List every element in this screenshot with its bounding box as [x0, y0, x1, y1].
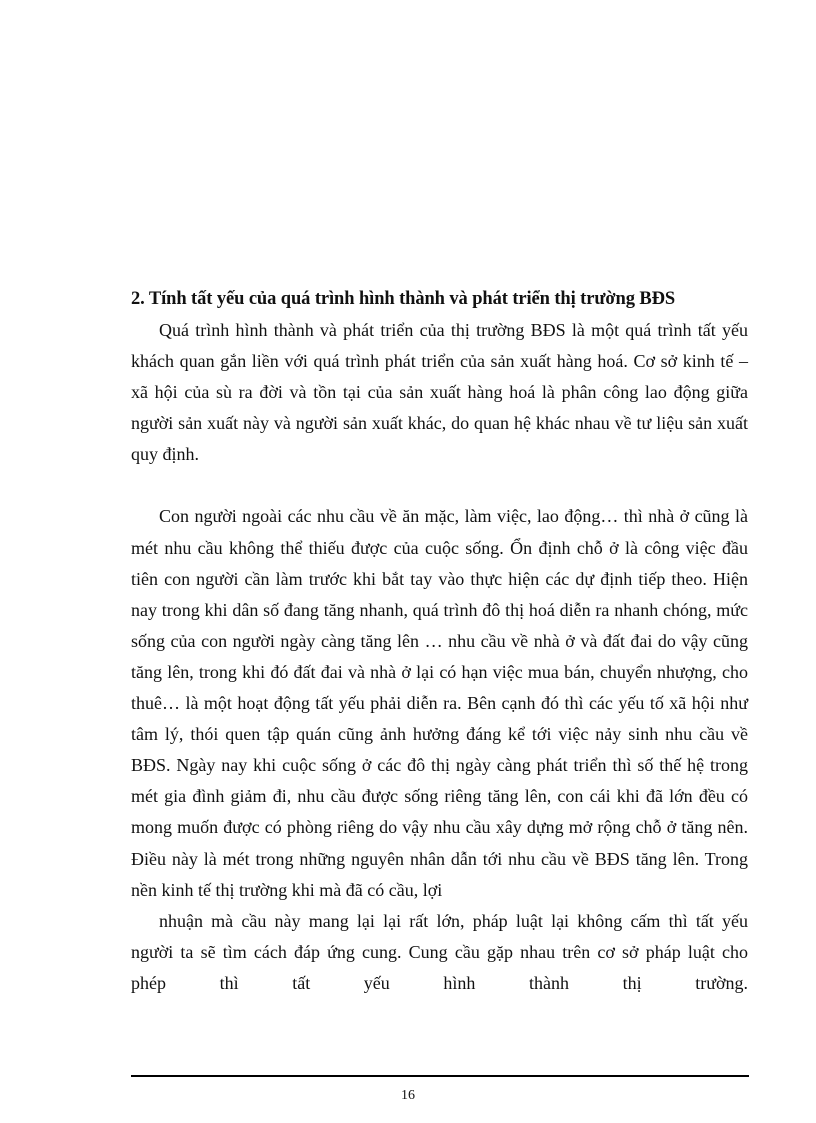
continuation-line-2: người ta sẽ tìm cách đáp ứng cung. Cung cầu gặp nhau trên cơ sở pháp luật cho	[131, 941, 748, 962]
paragraph-1: Quá trình hình thành và phát triển của thị trường BĐS là một quá trình tất yếu khách quan gắn liền với quá trình phát triển của sản xuất hàng hoá. Cơ sở kinh tế – xã hội của sù ra đời và tồn tại của sản xuất hàng hoá là phân công lao động giữa người sản xuất này và người sản xuất khác, do quan hệ khác nhau về tư liệu sản xuất quy định.	[131, 320, 748, 465]
paragraph-spacer	[131, 470, 748, 501]
continuation-line-3: phép thì tất yếu hình thành thị trường.	[131, 972, 748, 993]
continuation-line-1: nhuận mà cầu này mang lại lại rất lớn, pháp luật lại không cấm thì tất yếu	[159, 910, 748, 931]
page-number: 16	[401, 1088, 415, 1103]
paragraph-2: Con người ngoài các nhu cầu về ăn mặc, làm việc, lao động… thì nhà ở cũng là mét nhu cầu không thể thiếu được của cuộc sống. Ổn định chỗ ở là công việc đầu tiên con người cần làm trước khi bắt tay vào thực hiện các dự định tiếp theo. Hiện nay trong khi dân số đang tăng nhanh, quá trình đô thị hoá diễn ra nhanh chóng, mức sống của con người ngày càng tăng lên … nhu cầu về nhà ở và đất đai do vậy cũng tăng lên, trong khi đó đất đai và nhà ở lại có hạn việc mua bán, chuyển nhượng, cho thuê… là một hoạt động tất yếu phải diễn ra. Bên cạnh đó thì các yếu tố xã hội như tâm lý, thói quen tập quán cũng ảnh hưởng đáng kể tới việc nảy sinh nhu cầu về BĐS. Ngày nay khi cuộc sống ở các đô thị ngày càng phát triển thì số thế hệ trong mét gia đình giảm đi, nhu cầu được sống riêng tăng lên, con cái khi đã lớn đều có mong muốn được có phòng riêng do vậy nhu cầu xây dựng mở rộng chỗ ở tăng nên. Điều này là mét trong những nguyên nhân dẫn tới nhu cầu về BĐS tăng lên. Trong nền kinh tế thị trường khi mà đã có cầu, lợi	[131, 506, 748, 900]
document-body	[131, 284, 748, 999]
footer-rule	[131, 1075, 749, 1077]
paragraph-continuation	[131, 906, 748, 999]
section-heading: 2. Tính tất yếu của quá trình hình thành và phát triển thị trường BĐS	[131, 289, 676, 309]
